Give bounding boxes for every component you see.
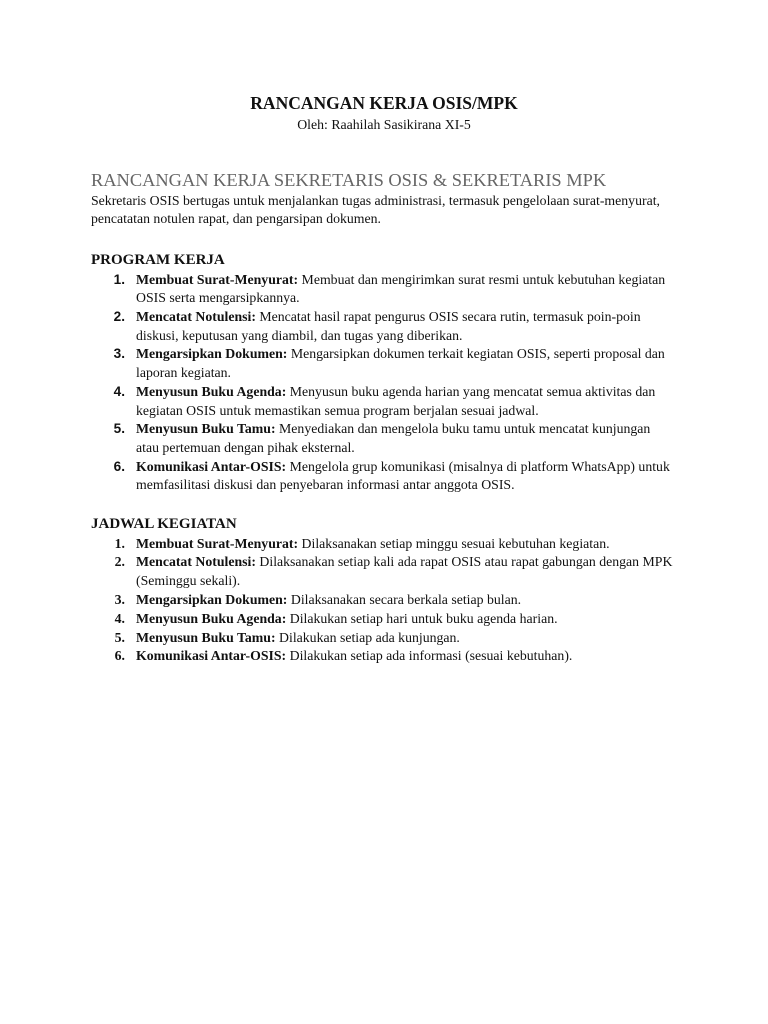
item-label: Komunikasi Antar-OSIS:	[136, 458, 287, 474]
program-kerja-item	[91, 308, 675, 345]
item-label: Menyusun Buku Tamu:	[136, 421, 276, 437]
item-label: Mencatat Notulensi:	[136, 309, 256, 324]
program-kerja-list	[91, 271, 675, 495]
item-label: Komunikasi Antar-OSIS:	[136, 648, 287, 664]
item-number: 3.	[114, 591, 125, 607]
document-title: RANCANGAN KERJA OSIS/MPK	[250, 93, 518, 113]
item-number: 3.	[113, 346, 125, 362]
item-number: 6.	[113, 458, 125, 474]
item-label: Menyusun Buku Tamu:	[136, 629, 276, 645]
jadwal-kegiatan-item	[91, 647, 675, 666]
item-label: Menyusun Buku Agenda:	[136, 610, 287, 626]
item-text: Dilaksanakan setiap kali ada rapat OSIS atau rapat gabungan dengan MPK (Seminggu sekali).	[136, 554, 673, 589]
jadwal-kegiatan-item	[91, 535, 675, 554]
program-kerja-item	[91, 271, 675, 308]
jadwal-kegiatan-item	[91, 610, 675, 629]
item-number: 5.	[114, 629, 125, 645]
item-text: Mengarsipkan dokumen terkait kegiatan OSIS, seperti proposal dan laporan kegiatan.	[136, 346, 665, 381]
item-text: Dilaksanakan secara berkala setiap bulan.	[290, 591, 522, 607]
item-text: Dilaksanakan setiap minggu sesuai kebutuhan kegiatan.	[301, 535, 610, 551]
item-number: 4.	[113, 383, 125, 399]
item-text: Dilakukan setiap ada informasi (sesuai kebutuhan).	[289, 648, 573, 664]
item-text: Mengelola grup komunikasi (misalnya di platform WhatsApp) untuk memfasilitasi diskusi dan penyebaran informasi antar anggota OSIS.	[136, 458, 670, 493]
jadwal-kegiatan-item	[91, 553, 675, 591]
item-text: Dilakukan setiap ada kunjungan.	[279, 629, 460, 645]
program-kerja-heading: PROGRAM KERJA	[91, 252, 225, 268]
item-label: Membuat Surat-Menyurat:	[136, 271, 299, 287]
intro-paragraph: Sekretaris OSIS bertugas untuk menjalankan tugas administrasi, termasuk pengelolaan surat-menyurat, pencatatan notulen rapat, dan pengarsipan dokumen.	[91, 192, 660, 227]
item-text: Menyusun buku agenda harian yang mencatat semua aktivitas dan kegiatan OSIS untuk memastikan semua program berjalan sesuai jadwal.	[136, 383, 656, 418]
item-number: 4.	[114, 610, 125, 626]
item-text: Dilakukan setiap hari untuk buku agenda harian.	[289, 610, 558, 626]
program-kerja-item	[91, 345, 675, 382]
item-number: 2.	[114, 554, 125, 570]
item-label: Mencatat Notulensi:	[136, 554, 256, 570]
jadwal-kegiatan-item	[91, 629, 675, 648]
item-text: Mencatat hasil rapat pengurus OSIS secara rutin, termasuk poin-poin diskusi, keputusan yang diambil, dan tugas yang diberikan.	[136, 309, 641, 343]
item-text: Membuat dan mengirimkan surat resmi untuk kebutuhan kegiatan OSIS serta mengarsipkannya.	[136, 271, 666, 306]
program-kerja-item	[91, 458, 675, 495]
item-number: 1.	[114, 535, 125, 551]
jadwal-kegiatan-item	[91, 591, 675, 610]
item-number: 1.	[113, 271, 125, 287]
item-label: Membuat Surat-Menyurat:	[136, 535, 299, 551]
author-line: Oleh: Raahilah Sasikirana XI-5	[297, 116, 471, 132]
item-label: Mengarsipkan Dokumen:	[136, 591, 288, 607]
section-heading: RANCANGAN KERJA SEKRETARIS OSIS & SEKRETARIS MPK	[91, 170, 607, 190]
program-kerja-item	[91, 420, 675, 457]
item-number: 6.	[114, 648, 125, 664]
program-kerja-item	[91, 383, 675, 420]
item-number: 5.	[113, 421, 125, 437]
item-label: Menyusun Buku Agenda:	[136, 383, 287, 399]
item-number: 2.	[113, 309, 125, 324]
item-text: Menyediakan dan mengelola buku tamu untuk mencatat kunjungan atau pertemuan dengan pihak eksternal.	[136, 421, 651, 455]
jadwal-kegiatan-heading: JADWAL KEGIATAN	[91, 516, 237, 532]
jadwal-kegiatan-list	[91, 535, 675, 667]
item-label: Mengarsipkan Dokumen:	[136, 346, 288, 362]
